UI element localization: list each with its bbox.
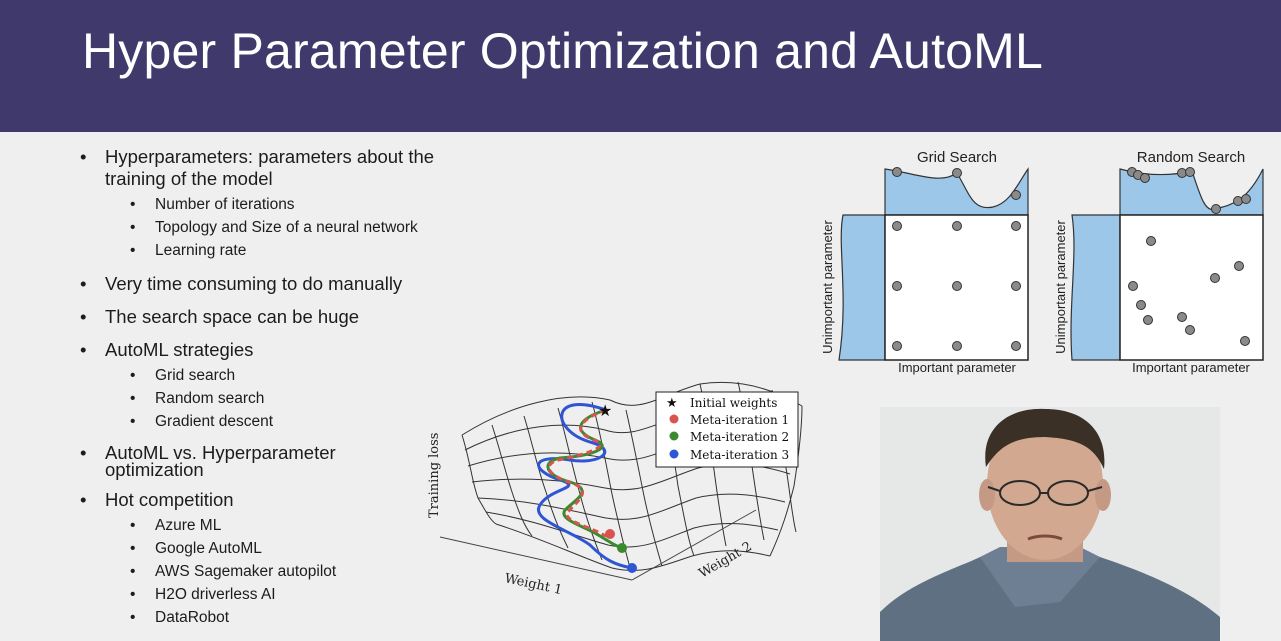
grid-x-label: Important parameter	[898, 360, 1016, 375]
bullet-item: • Hyperparameters: parameters about the training of the model	[80, 146, 460, 190]
meta-iteration-3-marker	[627, 563, 637, 573]
legend	[656, 392, 798, 467]
sub-bullet-item: • DataRobot	[130, 606, 460, 629]
legend-item: Meta-iteration 2	[690, 430, 790, 444]
sub-bullet-item: • Number of iterations	[130, 193, 460, 216]
sub-bullet-item: • AWS Sagemaker autopilot	[130, 560, 460, 583]
presenter-video	[880, 407, 1220, 641]
presenter-silhouette	[880, 407, 1220, 641]
sub-bullet-item: • Grid search	[130, 364, 460, 387]
random-y-label: Unimportant parameter	[1053, 220, 1068, 354]
random-left-distribution	[1071, 215, 1120, 360]
meta-iteration-2-marker	[617, 543, 627, 553]
bullet-item: • The search space can be huge	[80, 306, 460, 328]
sub-bullet-item: • Learning rate	[130, 239, 460, 262]
bullet-item: • Hot competition	[80, 489, 460, 511]
grid-search-title: Grid Search	[916, 149, 998, 166]
bullet-item: • AutoML vs. Hyperparameter optimization	[80, 444, 385, 478]
sub-bullet-item: • Topology and Size of a neural network	[130, 216, 460, 239]
sub-bullet-list	[80, 193, 460, 262]
sub-bullet-item: • Gradient descent	[130, 410, 460, 433]
grid-left-distribution	[839, 215, 885, 360]
x-axis-label: Weight 1	[503, 571, 564, 599]
meta-iteration-paths	[538, 404, 632, 568]
legend-item: Meta-iteration 1	[690, 413, 790, 427]
legend-item: Meta-iteration 3	[690, 448, 790, 462]
sub-bullet-item: • Azure ML	[130, 514, 460, 537]
legend-star-icon: ★	[666, 396, 678, 411]
training-loss-surface-plot	[400, 370, 840, 610]
sub-bullet-item: • H2O driverless AI	[130, 583, 460, 606]
grid-y-label: Unimportant parameter	[820, 220, 835, 354]
initial-weights-star: ★	[598, 401, 613, 420]
y-axis-label: Weight 2	[696, 539, 755, 582]
bullet-item: • Very time consuming to do manually	[80, 273, 460, 295]
random-search-title: Random Search	[1136, 149, 1246, 166]
slide-title: Hyper Parameter Optimization and AutoML	[82, 23, 1044, 79]
meta-iteration-1-marker	[605, 529, 615, 539]
legend-item: Initial weights	[690, 396, 778, 410]
title-banner	[0, 0, 1281, 132]
z-axis-label: Training loss	[427, 432, 442, 518]
grid-search-plot	[815, 145, 1035, 380]
random-search-plot	[1050, 145, 1275, 380]
random-x-label: Important parameter	[1132, 360, 1250, 375]
meta-iteration-3-path	[538, 404, 632, 568]
bullet-item: • AutoML strategies	[80, 339, 460, 361]
sub-bullet-item: • Random search	[130, 387, 460, 410]
sub-bullet-item: • Google AutoML	[130, 537, 460, 560]
